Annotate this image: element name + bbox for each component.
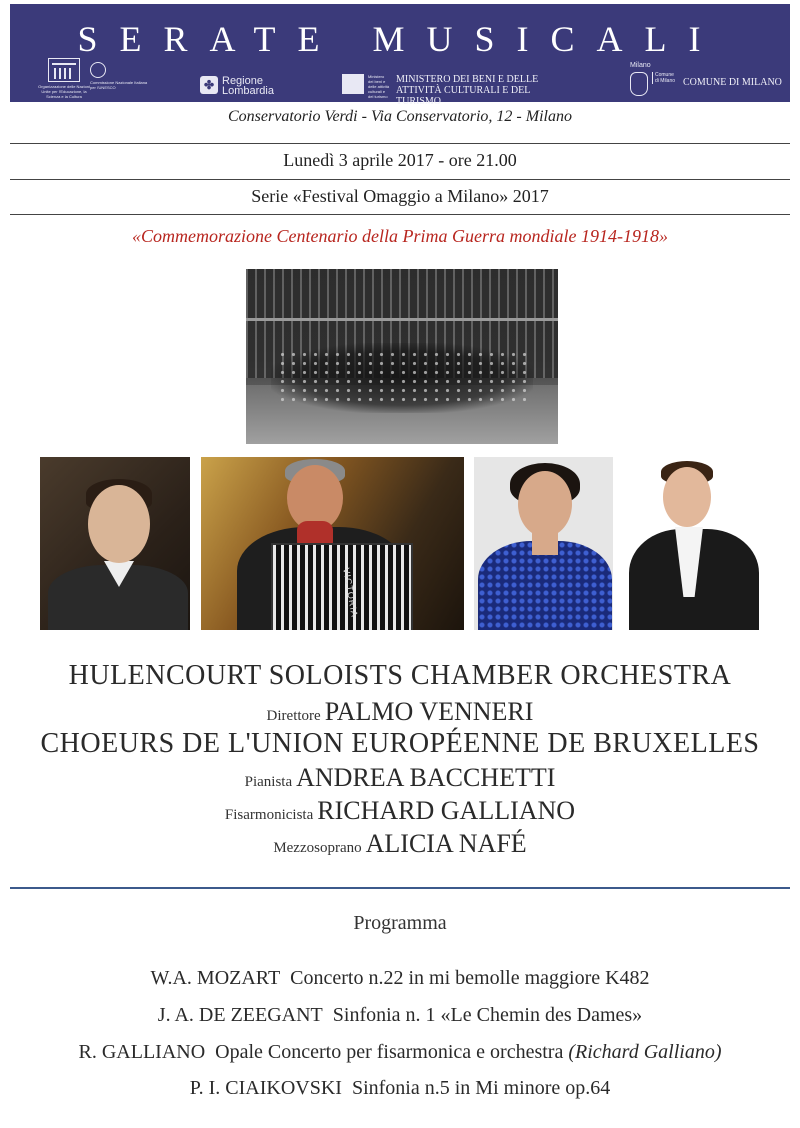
accordionist-line [0, 796, 800, 826]
director-line [0, 697, 800, 727]
mezzo-line [0, 829, 800, 859]
venue: Conservatorio Verdi - Via Conservatorio, 12 - Milano [228, 108, 572, 125]
conductor-photo [625, 457, 760, 630]
program-work: Sinfonia n.5 in Mi minore op.64 [351, 1077, 611, 1099]
pianist-line [0, 763, 800, 793]
accordionist-photo [201, 457, 464, 630]
program-note: (Richard Galliano) [568, 1041, 722, 1063]
program-work: Opale Concerto per fisarmonica e orchestra [215, 1041, 564, 1063]
milano-top-caption: Milano [630, 62, 651, 69]
program-composer: J. A. DE ZEEGANT [157, 1004, 323, 1026]
event-date: Lunedì 3 aprile 2017 - ore 21.00 [283, 150, 517, 170]
mibact-caption: MINISTERO DEI BENI E DELLE ATTIVITÀ CULTURALI E DEL TURISMO [396, 74, 539, 107]
divider [10, 214, 790, 215]
milano-caption: COMUNE DI MILANO [683, 77, 782, 88]
program-item [0, 1041, 800, 1064]
city-crest-icon [630, 72, 648, 96]
program-title: Programma [353, 912, 447, 934]
milano-small-caption: Comune di Milano [652, 72, 677, 84]
ministry-icon [342, 74, 364, 94]
mezzo-name: ALICIA NAFÉ [365, 829, 527, 858]
temple-icon [48, 58, 80, 82]
pianist-name: ANDREA BACCHETTI [296, 763, 556, 792]
unesco-caption: Organizzazione delle Nazioni Unite per l'Educazione, la Scienza e la Cultura [38, 84, 90, 99]
program-work: Sinfonia n. 1 «Le Chemin des Dames» [332, 1004, 643, 1026]
unesco-commission-logo [90, 62, 152, 90]
mezzosoprano-photo [474, 457, 613, 630]
rosa-camuna-icon: ✤ [200, 76, 218, 94]
lombardia-logo [200, 76, 284, 96]
mibact-logo [342, 74, 566, 107]
mezzo-role: Mezzosoprano [273, 840, 362, 856]
director-name: PALMO VENNERI [324, 697, 534, 726]
event-series: Serie «Festival Omaggio a Milano» 2017 [251, 186, 549, 206]
program-item [0, 967, 800, 990]
pianist-role: Pianista [244, 774, 293, 790]
emblem-icon [90, 62, 106, 78]
commission-caption: Commissione Nazionale Italiana per l'UNESCO [90, 80, 148, 90]
comune-milano-logo [630, 62, 782, 96]
banner-title: SERATE MUSICALI [77, 19, 723, 59]
accordion-icon [271, 543, 413, 630]
program-work: Concerto n.22 in mi bemolle maggiore K482 [290, 967, 650, 989]
lombardia-caption: Regione Lombardia [222, 75, 274, 97]
program-item [0, 1077, 800, 1100]
orchestra-name: HULENCOURT SOLOISTS CHAMBER ORCHESTRA [68, 660, 732, 691]
accordionist-name: RICHARD GALLIANO [317, 796, 576, 825]
program-item [0, 1004, 800, 1027]
program-composer: P. I. CIAIKOVSKI [189, 1077, 342, 1099]
commemoration: «Commemorazione Centenario della Prima Guerra mondiale 1914-1918» [132, 226, 668, 246]
choir-name: CHOEURS DE L'UNION EUROPÉENNE DE BRUXELLES [40, 728, 760, 759]
accordionist-role: Fisarmonicista [224, 807, 314, 823]
pianist-photo [40, 457, 190, 630]
program-composer: W.A. MOZART [150, 967, 281, 989]
accordion-brand: VICTORIA [341, 567, 360, 619]
mibact-small-caption: Ministero dei beni e delle attività culturali e del turismo [368, 74, 390, 99]
unesco-logo [34, 58, 94, 99]
orchestra-photo [246, 269, 558, 444]
divider [10, 179, 790, 180]
section-divider [10, 887, 790, 889]
header-banner [10, 4, 790, 107]
program-composer: R. GALLIANO [78, 1041, 206, 1063]
director-role: Direttore [266, 708, 321, 724]
divider [10, 143, 790, 144]
